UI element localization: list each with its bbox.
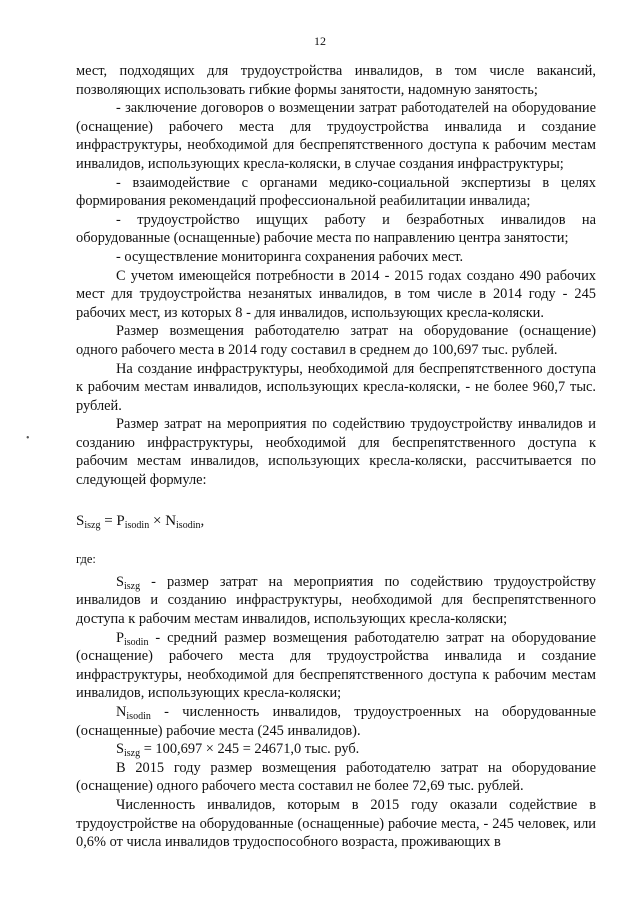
definition-text: - численность инвалидов, трудоустроенных на оборудованные (оснащенные) рабочие места (245 инвалидов). [76,704,596,739]
list-item: - трудоустройство ищущих работу и безработных инвалидов на оборудованные (оснащенные) рабочие места по направлению центра занятости; [76,211,596,247]
formula [76,512,596,531]
list-item: - осуществление мониторинга сохранения рабочих мест. [116,248,464,265]
definition-text: - средний размер возмещения работодателю затрат на оборудование (оснащение) рабочего места для трудоустройства инвалида и создание инфраструктуры, необходимой для беспрепятственного доступа к рабочим местам инвалидов, использующих кресла-коляски; [76,629,596,702]
formula-p-sub: isodin [124,519,150,531]
definition-s [76,573,596,629]
paragraph: мест, подходящих для трудоустройства инвалидов, в том числе вакансий, позволяющих использовать гибкие формы занятости, надомную занятость; [76,63,596,98]
paragraph: Размер затрат на мероприятия по содействию трудоустройству инвалидов и созданию инфраструктуры, необходимой для беспрепятственного доступа к рабочим местам инвалидов, использующих кресла-коляски, рассчитывается по следующей формуле: [76,416,596,489]
definition-subscript: isodin [124,636,149,648]
formula-n-sub: isodin [176,519,201,531]
formula-times: × [149,512,166,529]
definition-symbol: P [116,629,125,646]
scan-speck: • [26,433,30,444]
paragraph: Размер возмещения работодателю затрат на оборудование (оснащение) одного рабочего места в 2014 году составил в среднем до 100,697 тыс. рублей. [76,323,596,358]
calculation [76,740,596,759]
list-item: - взаимодействие с органами медико-социальной экспертизы в целях формирования рекомендаций профессиональной реабилитации инвалида; [76,174,596,210]
document-body [76,62,596,852]
definition-symbol: N [116,704,127,720]
where-label: где: [76,552,96,567]
paragraph: На создание инфраструктуры, необходимой для беспрепятственного доступа к рабочим местам инвалидов, использующих кресла-коляски, - не более 960,7 тыс. рублей. [76,360,596,414]
formula-end: , [200,512,205,529]
formula-n: N [165,512,177,529]
page-number: 12 [314,34,326,48]
definition-n [76,703,596,740]
list-item: - заключение договоров о возмещении затрат работодателей на оборудование (оснащение) рабочего места для трудоустройства инвалида и создание инфраструктуры, необходимой для беспрепятственного доступа к рабочим местам инвалидов, использующих кресла-коляски, в случае создания инфраструктуры; [76,100,596,172]
formula-s-sub: iszg [84,519,101,531]
formula-s: S [76,512,85,529]
definition-subscript: isodin [126,711,151,722]
definition-subscript: iszg [124,580,141,592]
paragraph: В 2015 году размер возмещения работодателю затрат на оборудование (оснащение) одного рабочего места составил не более 72,69 тыс. рублей. [76,759,596,795]
definition-text: - размер затрат на мероприятия по содействию трудоустройству инвалидов и созданию инфраструктуры, необходимой для беспрепятственного доступа к рабочим местам инвалидов, использующих кресла-коляски; [76,573,596,628]
definition-p [76,629,596,703]
paragraph: Численность инвалидов, которым в 2015 году оказали содействие в трудоустройстве на оборудованные (оснащенные) рабочие места, - 245 человек, или 0,6% от числа инвалидов трудоспособного возраста, проживающих в [76,796,596,851]
calculation-symbol: S [116,741,125,758]
formula-p: P [116,512,125,529]
formula-eq: = [100,512,117,529]
calculation-text: = 100,697 × 245 = 24671,0 тыс. руб. [140,741,360,758]
definition-symbol: S [116,573,125,590]
calculation-subscript: iszg [124,748,141,760]
paragraph: С учетом имеющейся потребности в 2014 - 2015 годах создано 490 рабочих мест для трудоустройства незанятых инвалидов, в том числе в 2014 году - 245 рабочих мест, из которых 8 - для инвалидов, использующих кресла-коляски. [76,267,596,321]
